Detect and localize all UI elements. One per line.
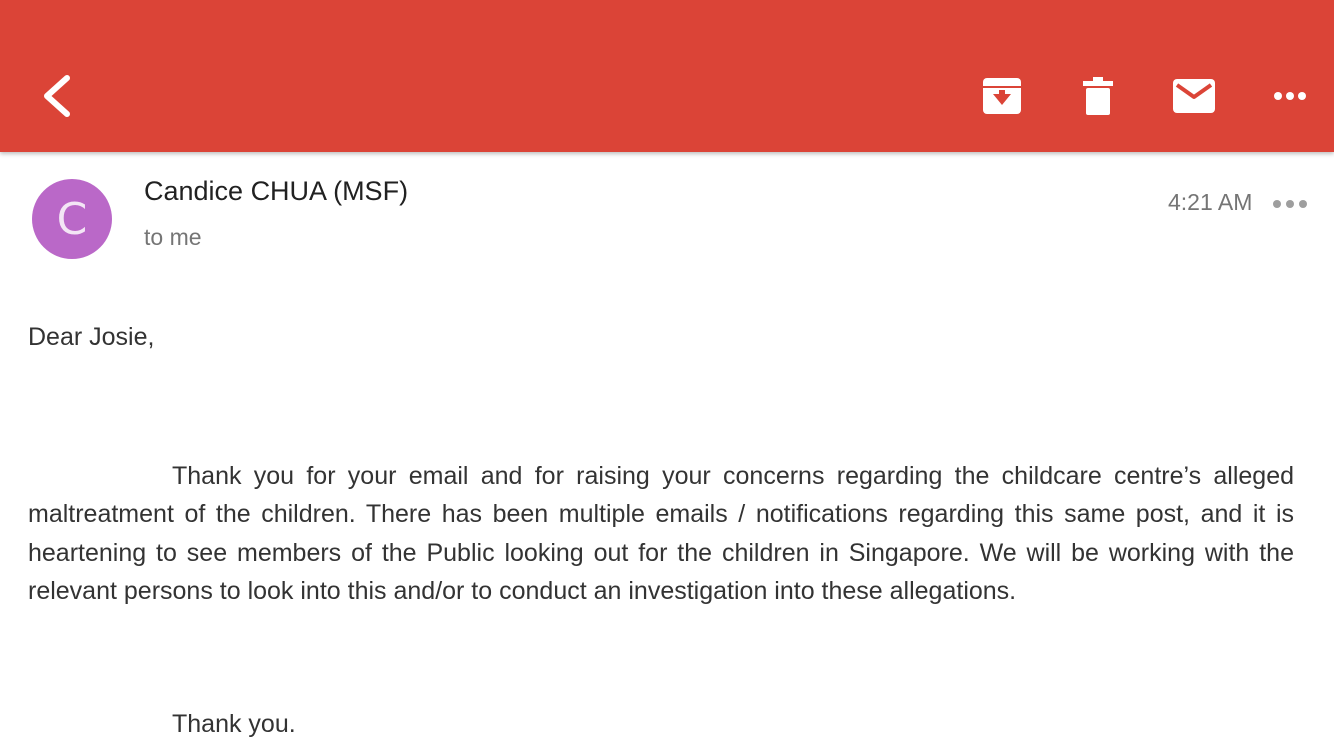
app-bar bbox=[0, 0, 1334, 152]
archive-button[interactable] bbox=[972, 66, 1032, 126]
back-button[interactable] bbox=[22, 56, 92, 136]
greeting: Dear Josie, bbox=[28, 323, 155, 351]
sender-name[interactable]: Candice CHUA (MSF) bbox=[144, 176, 409, 206]
mark-unread-button[interactable] bbox=[1164, 66, 1224, 126]
back-arrow-icon bbox=[37, 72, 77, 120]
message-time: 4:21 AM bbox=[1168, 189, 1253, 215]
more-horizontal-icon bbox=[1273, 91, 1307, 101]
message-header bbox=[0, 152, 1334, 282]
closing: Thank you. bbox=[172, 709, 296, 738]
trash-icon bbox=[1083, 76, 1113, 116]
avatar[interactable] bbox=[32, 179, 112, 259]
mail-icon bbox=[1173, 79, 1215, 113]
avatar-letter: C bbox=[56, 193, 88, 245]
message-body bbox=[28, 318, 1308, 743]
more-options-button[interactable] bbox=[1260, 66, 1320, 126]
body-paragraph: Thank you for your email and for raising your concerns regarding the childcare centre’s alleged maltreatment of the children. There has been multiple emails / notifications regarding this same post, and it is heartening to see members of the Public looking out for the children in Singapore. We will be working with the relevant persons to look into this and/or to conduct an investigation into these allegations. bbox=[28, 461, 1294, 605]
recipient-line[interactable]: to me bbox=[144, 224, 202, 250]
delete-button[interactable] bbox=[1068, 66, 1128, 126]
archive-icon bbox=[982, 76, 1022, 116]
message-more-button[interactable] bbox=[1272, 194, 1308, 214]
more-horizontal-icon bbox=[1272, 194, 1308, 214]
